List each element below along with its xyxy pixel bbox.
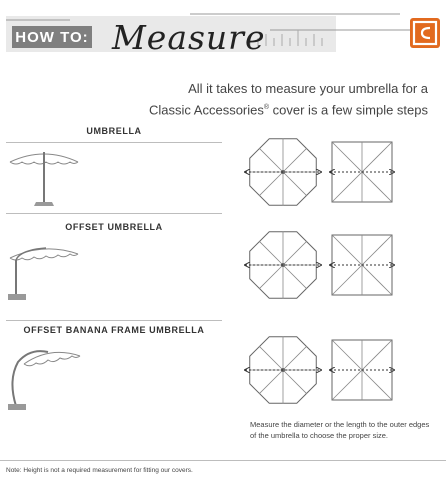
section-title-offset-banana-umbrella: OFFSET BANANA FRAME UMBRELLA — [23, 325, 205, 335]
footer-note: Note: Height is not a required measurement for fitting our covers. — [6, 467, 193, 474]
intro-line-1: All it takes to measure your umbrella for a — [188, 81, 428, 96]
section-title-umbrella: UMBRELLA — [86, 126, 142, 136]
footer-divider — [0, 460, 446, 461]
canopy-rib — [283, 265, 307, 289]
intro-line-2-rest: cover is a few simple steps — [269, 102, 428, 118]
brand-name: Classic Accessories — [149, 102, 264, 118]
page-title: Measure — [112, 18, 266, 57]
howto-label: HOW TO: — [12, 26, 92, 48]
canopy-rib — [259, 172, 283, 196]
canopy-rib — [259, 346, 283, 370]
canopy-rib — [283, 241, 307, 265]
instruction-line-2: of the umbrella to choose the proper size. — [250, 431, 388, 440]
instruction-line-1: Measure the diameter or the length to the outer edges — [250, 420, 430, 429]
canopy-rib — [259, 241, 283, 265]
canopy-rib — [283, 346, 307, 370]
canopy-rib — [283, 172, 307, 196]
canopy-rib — [259, 370, 283, 394]
canopy-rib — [259, 265, 283, 289]
canopy-rib — [283, 148, 307, 172]
registered-mark: ® — [263, 104, 270, 111]
section-title-offset-umbrella: OFFSET UMBRELLA — [65, 222, 163, 232]
canopy-rib — [283, 370, 307, 394]
measure-instruction — [250, 419, 440, 441]
canopy-rib — [259, 148, 283, 172]
